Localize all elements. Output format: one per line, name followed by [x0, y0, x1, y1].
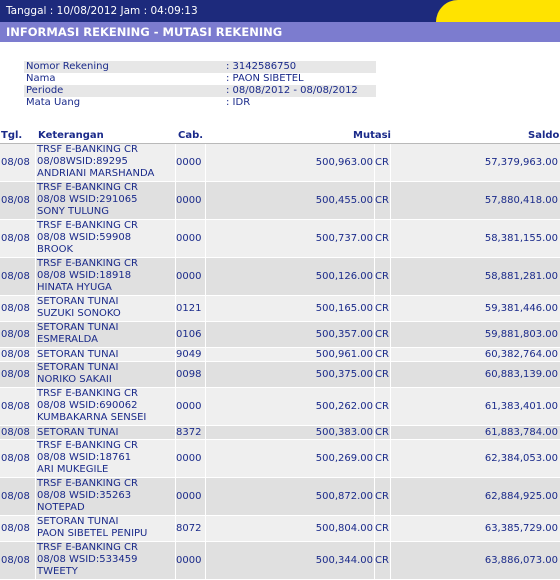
cell-keterangan — [37, 542, 174, 579]
account-row — [24, 97, 376, 109]
cell-keterangan — [37, 144, 174, 181]
column-separator — [205, 440, 206, 477]
top-bar — [0, 0, 560, 22]
header-mutasi: Mutasi — [353, 130, 391, 141]
column-separator — [35, 388, 36, 425]
account-value: : 08/08/2012 - 08/08/2012 — [226, 85, 358, 96]
keterangan-line: TRSF E-BANKING CR — [37, 144, 138, 155]
timestamp-text: Tanggal : 10/08/2012 Jam : 04:09:13 — [6, 5, 198, 17]
column-separator — [205, 348, 206, 361]
cell-mutasi: 500,455.00 — [315, 195, 373, 206]
column-separator — [175, 542, 176, 579]
table-row — [0, 296, 560, 322]
cell-keterangan — [37, 258, 174, 295]
header-keterangan: Keterangan — [38, 130, 104, 141]
cell-cab: 0000 — [176, 453, 202, 464]
column-separator — [374, 348, 375, 361]
cell-saldo: 61,883,784.00 — [484, 427, 558, 438]
table-row — [0, 220, 560, 258]
keterangan-line: BROOK — [37, 244, 74, 255]
column-separator — [374, 182, 375, 219]
cell-mutasi: 500,344.00 — [315, 555, 373, 566]
column-separator — [35, 440, 36, 477]
column-separator — [175, 296, 176, 321]
column-separator — [390, 182, 391, 219]
column-separator — [175, 388, 176, 425]
cell-dc: CR — [375, 453, 389, 464]
cell-saldo: 60,382,764.00 — [484, 349, 558, 360]
column-separator — [35, 144, 36, 181]
header-tgl: Tgl. — [1, 130, 23, 141]
cell-keterangan — [37, 478, 174, 515]
account-label: Periode — [26, 85, 64, 96]
page-title: INFORMASI REKENING - MUTASI REKENING — [6, 25, 283, 39]
cell-dc: CR — [375, 491, 389, 502]
column-separator — [175, 516, 176, 541]
cell-dc: CR — [375, 401, 389, 412]
table-header — [0, 130, 560, 142]
cell-dc: CR — [375, 195, 389, 206]
column-separator — [390, 322, 391, 347]
column-separator — [35, 220, 36, 257]
cell-saldo: 60,883,139.00 — [484, 369, 558, 380]
cell-mutasi: 500,375.00 — [315, 369, 373, 380]
table-row — [0, 478, 560, 516]
cell-tgl: 08/08 — [1, 271, 30, 282]
keterangan-line: TRSF E-BANKING CR — [37, 258, 138, 269]
column-separator — [374, 388, 375, 425]
keterangan-line: 08/08 WSID:690062 — [37, 400, 138, 411]
cell-keterangan — [37, 362, 174, 387]
column-separator — [390, 258, 391, 295]
keterangan-line: SETORAN TUNAI — [37, 349, 119, 360]
column-separator — [175, 362, 176, 387]
column-separator — [175, 258, 176, 295]
keterangan-line: 08/08 WSID:35263 — [37, 490, 132, 501]
column-separator — [205, 258, 206, 295]
table-row — [0, 388, 560, 426]
table-row — [0, 348, 560, 362]
cell-cab: 0000 — [176, 555, 202, 566]
cell-tgl: 08/08 — [1, 523, 30, 534]
cell-tgl: 08/08 — [1, 453, 30, 464]
cell-keterangan — [37, 220, 174, 257]
column-separator — [35, 478, 36, 515]
keterangan-line: NOTEPAD — [37, 502, 85, 513]
account-info — [24, 61, 376, 109]
keterangan-line: TRSF E-BANKING CR — [37, 182, 138, 193]
table-row — [0, 182, 560, 220]
column-separator — [390, 388, 391, 425]
cell-saldo: 63,886,073.00 — [484, 555, 558, 566]
cell-mutasi: 500,872.00 — [315, 491, 373, 502]
cell-tgl: 08/08 — [1, 401, 30, 412]
column-separator — [205, 542, 206, 579]
column-separator — [205, 220, 206, 257]
column-separator — [175, 220, 176, 257]
cell-tgl: 08/08 — [1, 427, 30, 438]
table-row — [0, 144, 560, 182]
cell-keterangan — [37, 296, 174, 321]
cell-keterangan — [37, 388, 174, 425]
account-row — [24, 61, 376, 73]
column-separator — [35, 426, 36, 439]
cell-keterangan — [37, 322, 174, 347]
cell-dc: CR — [375, 523, 389, 534]
cell-mutasi: 500,383.00 — [315, 427, 373, 438]
keterangan-line: KUMBAKARNA SENSEI — [37, 412, 147, 423]
keterangan-line: SONY TULUNG — [37, 206, 110, 217]
cell-tgl: 08/08 — [1, 555, 30, 566]
cell-mutasi: 500,961.00 — [315, 349, 373, 360]
column-separator — [390, 478, 391, 515]
cell-saldo: 57,379,963.00 — [484, 157, 558, 168]
cell-cab: 0000 — [176, 491, 202, 502]
cell-keterangan — [37, 348, 174, 361]
account-row — [24, 85, 376, 97]
column-separator — [374, 478, 375, 515]
column-separator — [175, 478, 176, 515]
cell-mutasi: 500,269.00 — [315, 453, 373, 464]
cell-cab: 0000 — [176, 271, 202, 282]
column-separator — [390, 440, 391, 477]
keterangan-line: ARI MUKEGILE — [37, 464, 109, 475]
cell-saldo: 62,884,925.00 — [484, 491, 558, 502]
column-separator — [390, 516, 391, 541]
table-row — [0, 322, 560, 348]
cell-saldo: 58,881,281.00 — [484, 271, 558, 282]
account-value: : 3142586750 — [226, 61, 297, 72]
column-separator — [35, 542, 36, 579]
table-row — [0, 362, 560, 388]
column-separator — [205, 144, 206, 181]
column-separator — [374, 542, 375, 579]
column-separator — [175, 322, 176, 347]
keterangan-line: TRSF E-BANKING CR — [37, 220, 138, 231]
account-label: Nama — [26, 73, 56, 84]
cell-cab: 0000 — [176, 401, 202, 412]
top-bar-accent — [436, 0, 560, 22]
cell-mutasi: 500,804.00 — [315, 523, 373, 534]
cell-dc: CR — [375, 555, 389, 566]
column-separator — [374, 220, 375, 257]
column-separator — [205, 296, 206, 321]
column-separator — [374, 322, 375, 347]
cell-keterangan — [37, 440, 174, 477]
cell-saldo: 58,381,155.00 — [484, 233, 558, 244]
cell-mutasi: 500,357.00 — [315, 329, 373, 340]
keterangan-line: ANDRIANI MARSHANDA — [37, 168, 155, 179]
table-row — [0, 516, 560, 542]
cell-keterangan — [37, 182, 174, 219]
column-separator — [374, 362, 375, 387]
cell-saldo: 61,383,401.00 — [484, 401, 558, 412]
cell-saldo: 57,880,418.00 — [484, 195, 558, 206]
column-separator — [374, 258, 375, 295]
column-separator — [175, 426, 176, 439]
column-separator — [205, 478, 206, 515]
column-separator — [374, 516, 375, 541]
column-separator — [205, 426, 206, 439]
cell-dc: CR — [375, 303, 389, 314]
column-separator — [374, 440, 375, 477]
column-separator — [390, 542, 391, 579]
cell-mutasi: 500,126.00 — [315, 271, 373, 282]
cell-tgl: 08/08 — [1, 329, 30, 340]
cell-dc: CR — [375, 349, 389, 360]
keterangan-line: TWEETY — [37, 566, 78, 577]
column-separator — [390, 362, 391, 387]
keterangan-line: NORIKO SAKAII — [37, 374, 112, 385]
column-separator — [390, 220, 391, 257]
column-separator — [35, 296, 36, 321]
column-separator — [374, 426, 375, 439]
table-row — [0, 426, 560, 440]
keterangan-line: 08/08WSID:89295 — [37, 156, 128, 167]
cell-mutasi: 500,165.00 — [315, 303, 373, 314]
cell-tgl: 08/08 — [1, 491, 30, 502]
column-separator — [205, 388, 206, 425]
keterangan-line: ESMERALDA — [37, 334, 98, 345]
column-separator — [35, 322, 36, 347]
cell-cab: 0121 — [176, 303, 202, 314]
keterangan-line: HINATA HYUGA — [37, 282, 112, 293]
keterangan-line: TRSF E-BANKING CR — [37, 388, 138, 399]
header-saldo: Saldo — [528, 130, 560, 141]
column-separator — [390, 426, 391, 439]
cell-mutasi: 500,737.00 — [315, 233, 373, 244]
account-row — [24, 73, 376, 85]
cell-saldo: 59,381,446.00 — [484, 303, 558, 314]
column-separator — [374, 144, 375, 181]
cell-cab: 0106 — [176, 329, 202, 340]
keterangan-line: TRSF E-BANKING CR — [37, 542, 138, 553]
keterangan-line: SETORAN TUNAI — [37, 362, 119, 373]
column-separator — [35, 182, 36, 219]
cell-saldo: 62,384,053.00 — [484, 453, 558, 464]
keterangan-line: SETORAN TUNAI — [37, 322, 119, 333]
cell-cab: 0000 — [176, 195, 202, 206]
cell-dc: CR — [375, 427, 389, 438]
column-separator — [205, 322, 206, 347]
transaction-table — [0, 144, 560, 580]
column-separator — [205, 182, 206, 219]
column-separator — [374, 296, 375, 321]
keterangan-line: TRSF E-BANKING CR — [37, 440, 138, 451]
column-separator — [175, 144, 176, 181]
column-separator — [205, 516, 206, 541]
cell-keterangan — [37, 516, 174, 541]
cell-tgl: 08/08 — [1, 303, 30, 314]
cell-saldo: 63,385,729.00 — [484, 523, 558, 534]
cell-tgl: 08/08 — [1, 195, 30, 206]
keterangan-line: SUZUKI SONOKO — [37, 308, 121, 319]
keterangan-line: 08/08 WSID:18761 — [37, 452, 132, 463]
cell-saldo: 59,881,803.00 — [484, 329, 558, 340]
cell-dc: CR — [375, 157, 389, 168]
account-label: Mata Uang — [26, 97, 81, 108]
cell-tgl: 08/08 — [1, 233, 30, 244]
table-row — [0, 258, 560, 296]
cell-dc: CR — [375, 271, 389, 282]
keterangan-line: 08/08 WSID:291065 — [37, 194, 138, 205]
keterangan-line: 08/08 WSID:533459 — [37, 554, 138, 565]
cell-mutasi: 500,963.00 — [315, 157, 373, 168]
table-row — [0, 542, 560, 580]
column-separator — [390, 144, 391, 181]
account-label: Nomor Rekening — [26, 61, 109, 72]
cell-cab: 8372 — [176, 427, 202, 438]
column-separator — [390, 348, 391, 361]
table-row — [0, 440, 560, 478]
column-separator — [35, 362, 36, 387]
cell-dc: CR — [375, 329, 389, 340]
column-separator — [175, 440, 176, 477]
keterangan-line: PAON SIBETEL PENIPU — [37, 528, 148, 539]
keterangan-line: SETORAN TUNAI — [37, 296, 119, 307]
cell-keterangan — [37, 426, 174, 439]
cell-tgl: 08/08 — [1, 369, 30, 380]
cell-tgl: 08/08 — [1, 349, 30, 360]
cell-mutasi: 500,262.00 — [315, 401, 373, 412]
keterangan-line: 08/08 WSID:18918 — [37, 270, 132, 281]
cell-dc: CR — [375, 233, 389, 244]
cell-cab: 8072 — [176, 523, 202, 534]
cell-cab: 9049 — [176, 349, 202, 360]
keterangan-line: TRSF E-BANKING CR — [37, 478, 138, 489]
column-separator — [205, 362, 206, 387]
column-separator — [35, 348, 36, 361]
cell-cab: 0000 — [176, 157, 202, 168]
account-value: : IDR — [226, 97, 251, 108]
cell-tgl: 08/08 — [1, 157, 30, 168]
cell-cab: 0000 — [176, 233, 202, 244]
account-value: : PAON SIBETEL — [226, 73, 304, 84]
column-separator — [390, 296, 391, 321]
keterangan-line: 08/08 WSID:59908 — [37, 232, 132, 243]
column-separator — [35, 258, 36, 295]
column-separator — [175, 182, 176, 219]
keterangan-line: SETORAN TUNAI — [37, 427, 119, 438]
cell-cab: 0098 — [176, 369, 202, 380]
title-bar — [0, 22, 560, 42]
cell-dc: CR — [375, 369, 389, 380]
column-separator — [175, 348, 176, 361]
header-cab: Cab. — [178, 130, 204, 141]
column-separator — [35, 516, 36, 541]
keterangan-line: SETORAN TUNAI — [37, 516, 119, 527]
